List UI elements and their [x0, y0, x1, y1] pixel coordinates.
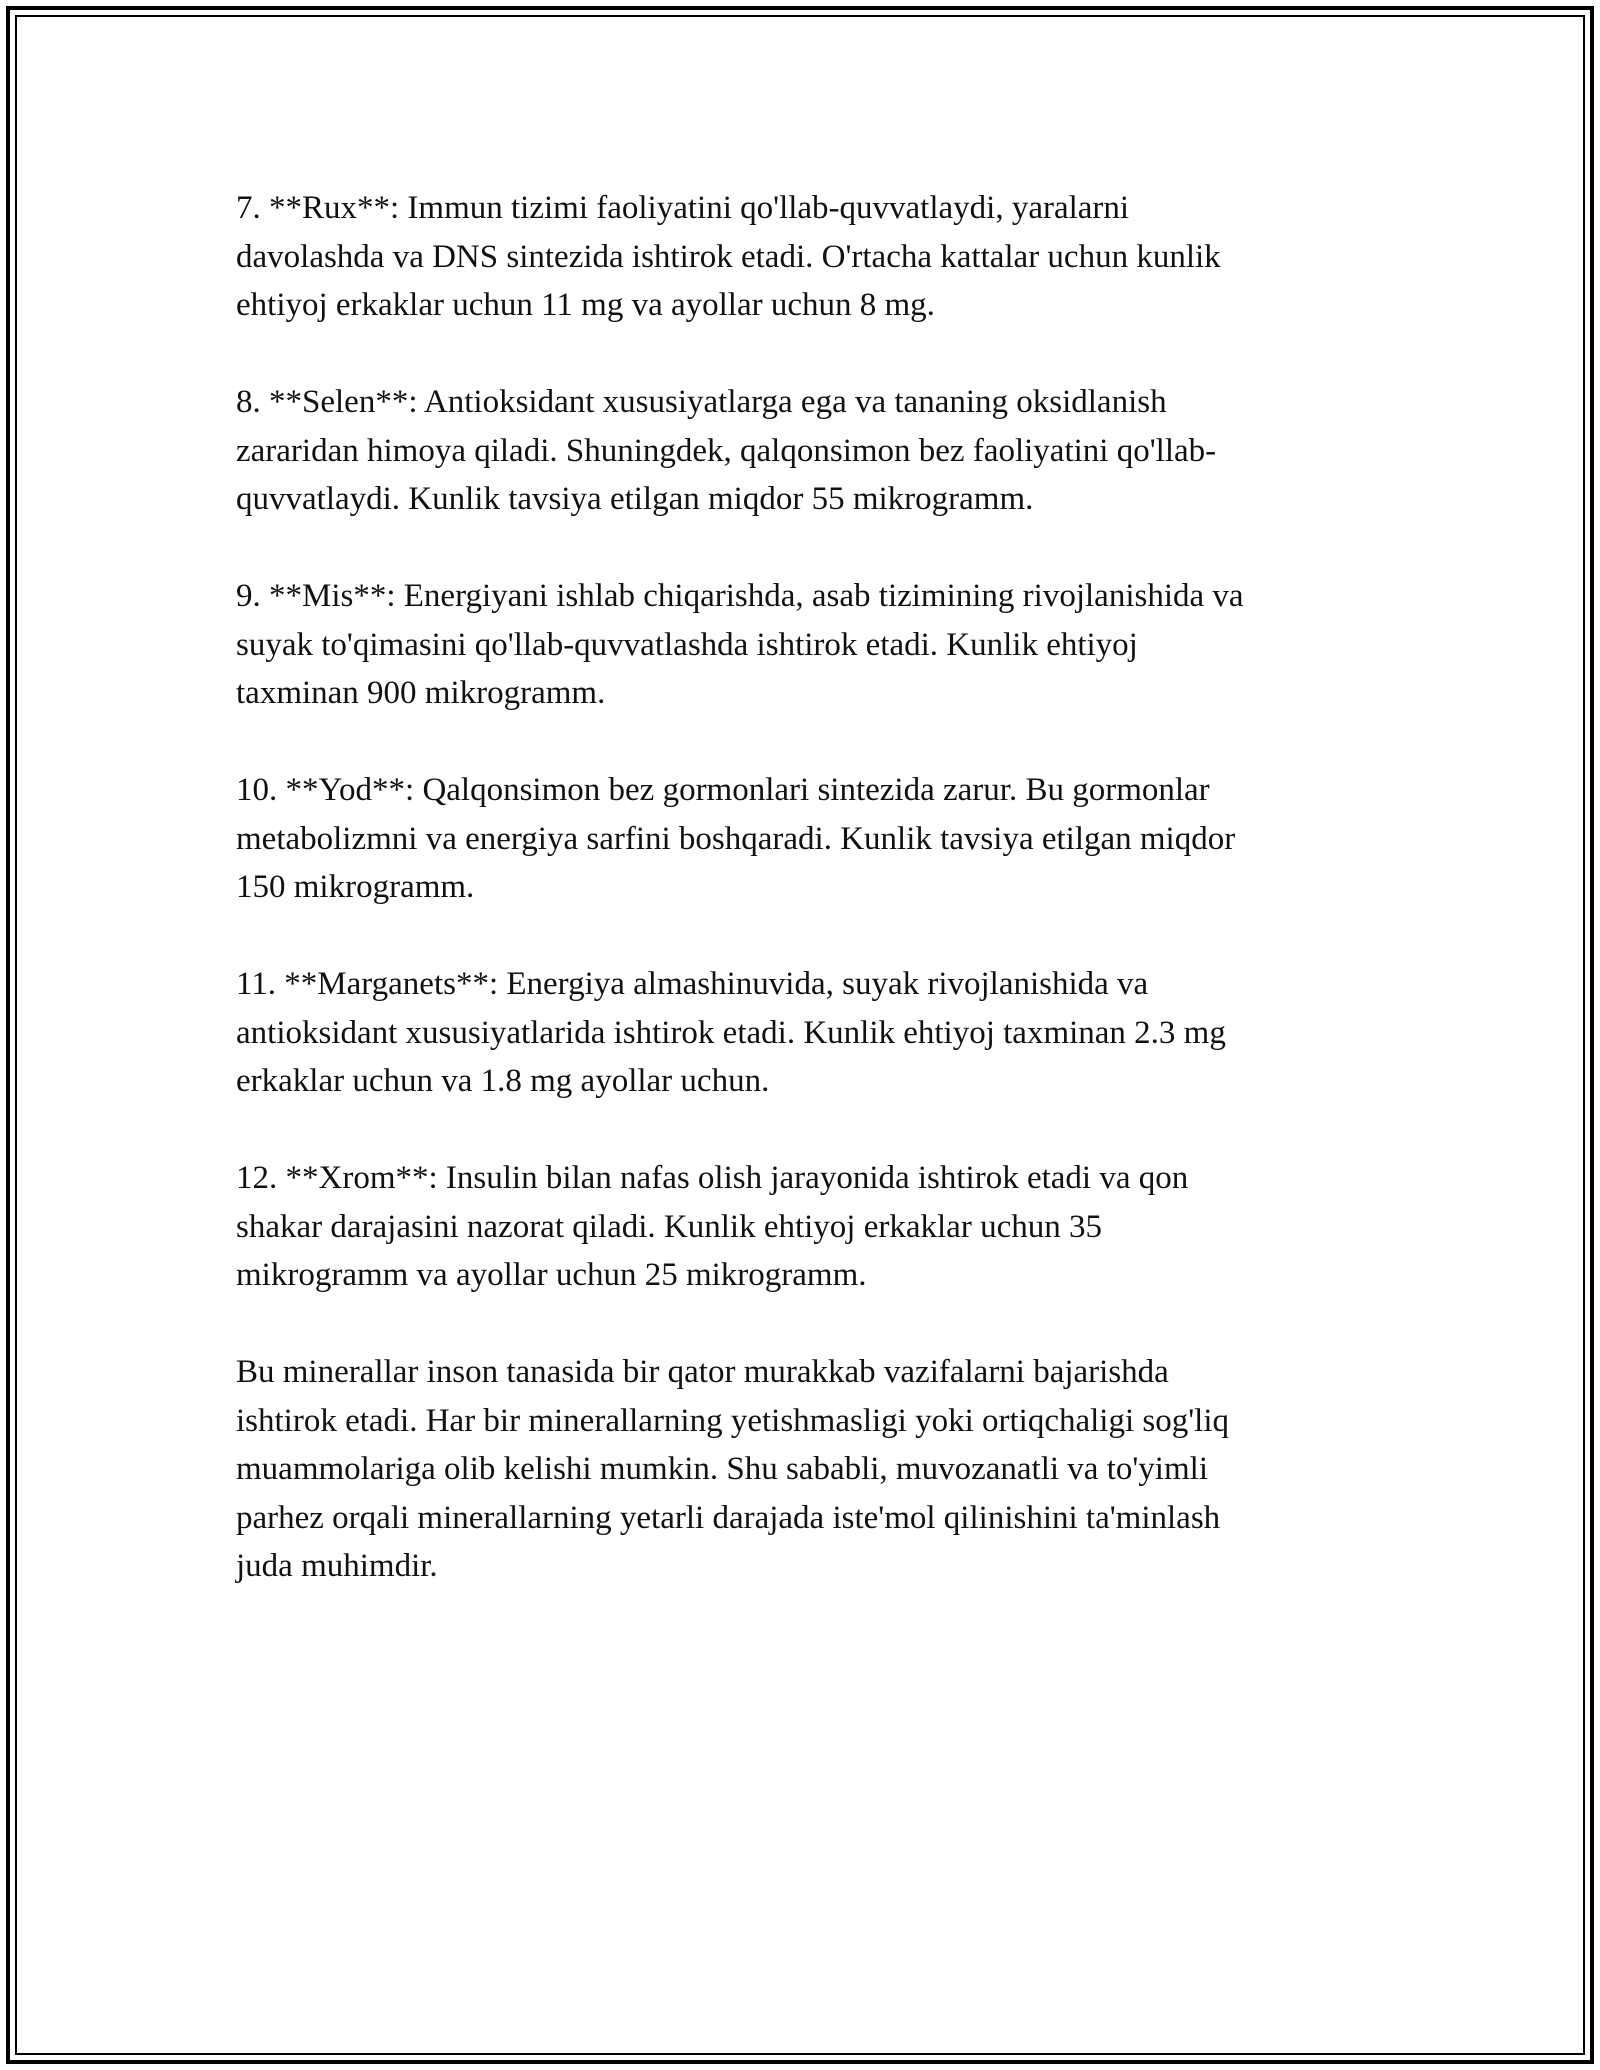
paragraph-selen: 8. **Selen**: Antioksidant xususiyatlarga ega va tananing oksidlanish zararidan himoya qiladi. Shuningdek, qalqonsimon bez faoliyatini qo'llab- quvvatlaydi. Kunlik tavsiya etilgan miqdor 55 mikrogramm. — [236, 384, 1217, 517]
paragraph-xrom: 12. **Xrom**: Insulin bilan nafas olish jarayonida ishtirok etadi va qon shakar darajasini nazorat qiladi. Kunlik ehtiyoj erkaklar uchun 35 mikrogramm va ayollar uchun 25 mikrogramm. — [236, 1160, 1189, 1293]
document-body — [236, 184, 1366, 1639]
paragraph-marganets: 11. **Marganets**: Energiya almashinuvida, suyak rivojlanishida va antioksidant xususiyatlarida ishtirok etadi. Kunlik ehtiyoj taxminan 2.3 mg erkaklar uchun va 1.8 mg ayollar uchun. — [236, 966, 1226, 1099]
paragraph-conclusion: Bu minerallar inson tanasida bir qator murakkab vazifalarni bajarishda ishtirok etadi. Har bir minerallarning yetishmasligi yoki ortiqchaligi sog'liq muammolariga olib kelishi mumkin. Shu sababli, muvozanatli va to'yimli parhez orqali minerallarning yetarli darajada iste'mol qilinishini ta'minlash juda muhimdir. — [236, 1354, 1230, 1584]
paragraph-mis: 9. **Mis**: Energiyani ishlab chiqarishda, asab tizimining rivojlanishida va suyak to'qimasini qo'llab-quvvatlashda ishtirok etadi. Kunlik ehtiyoj taxminan 900 mikrogramm. — [236, 578, 1244, 711]
paragraph-rux: 7. **Rux**: Immun tizimi faoliyatini qo'llab-quvvatlaydi, yaralarni davolashda va DNS sintezida ishtirok etadi. O'rtacha kattalar uchun kunlik ehtiyoj erkaklar uchun 11 mg va ayollar uchun 8 mg. — [236, 190, 1221, 323]
paragraph-yod: 10. **Yod**: Qalqonsimon bez gormonlari sintezida zarur. Bu gormonlar metabolizmni va energiya sarfini boshqaradi. Kunlik tavsiya etilgan miqdor 150 mikrogramm. — [236, 772, 1236, 905]
